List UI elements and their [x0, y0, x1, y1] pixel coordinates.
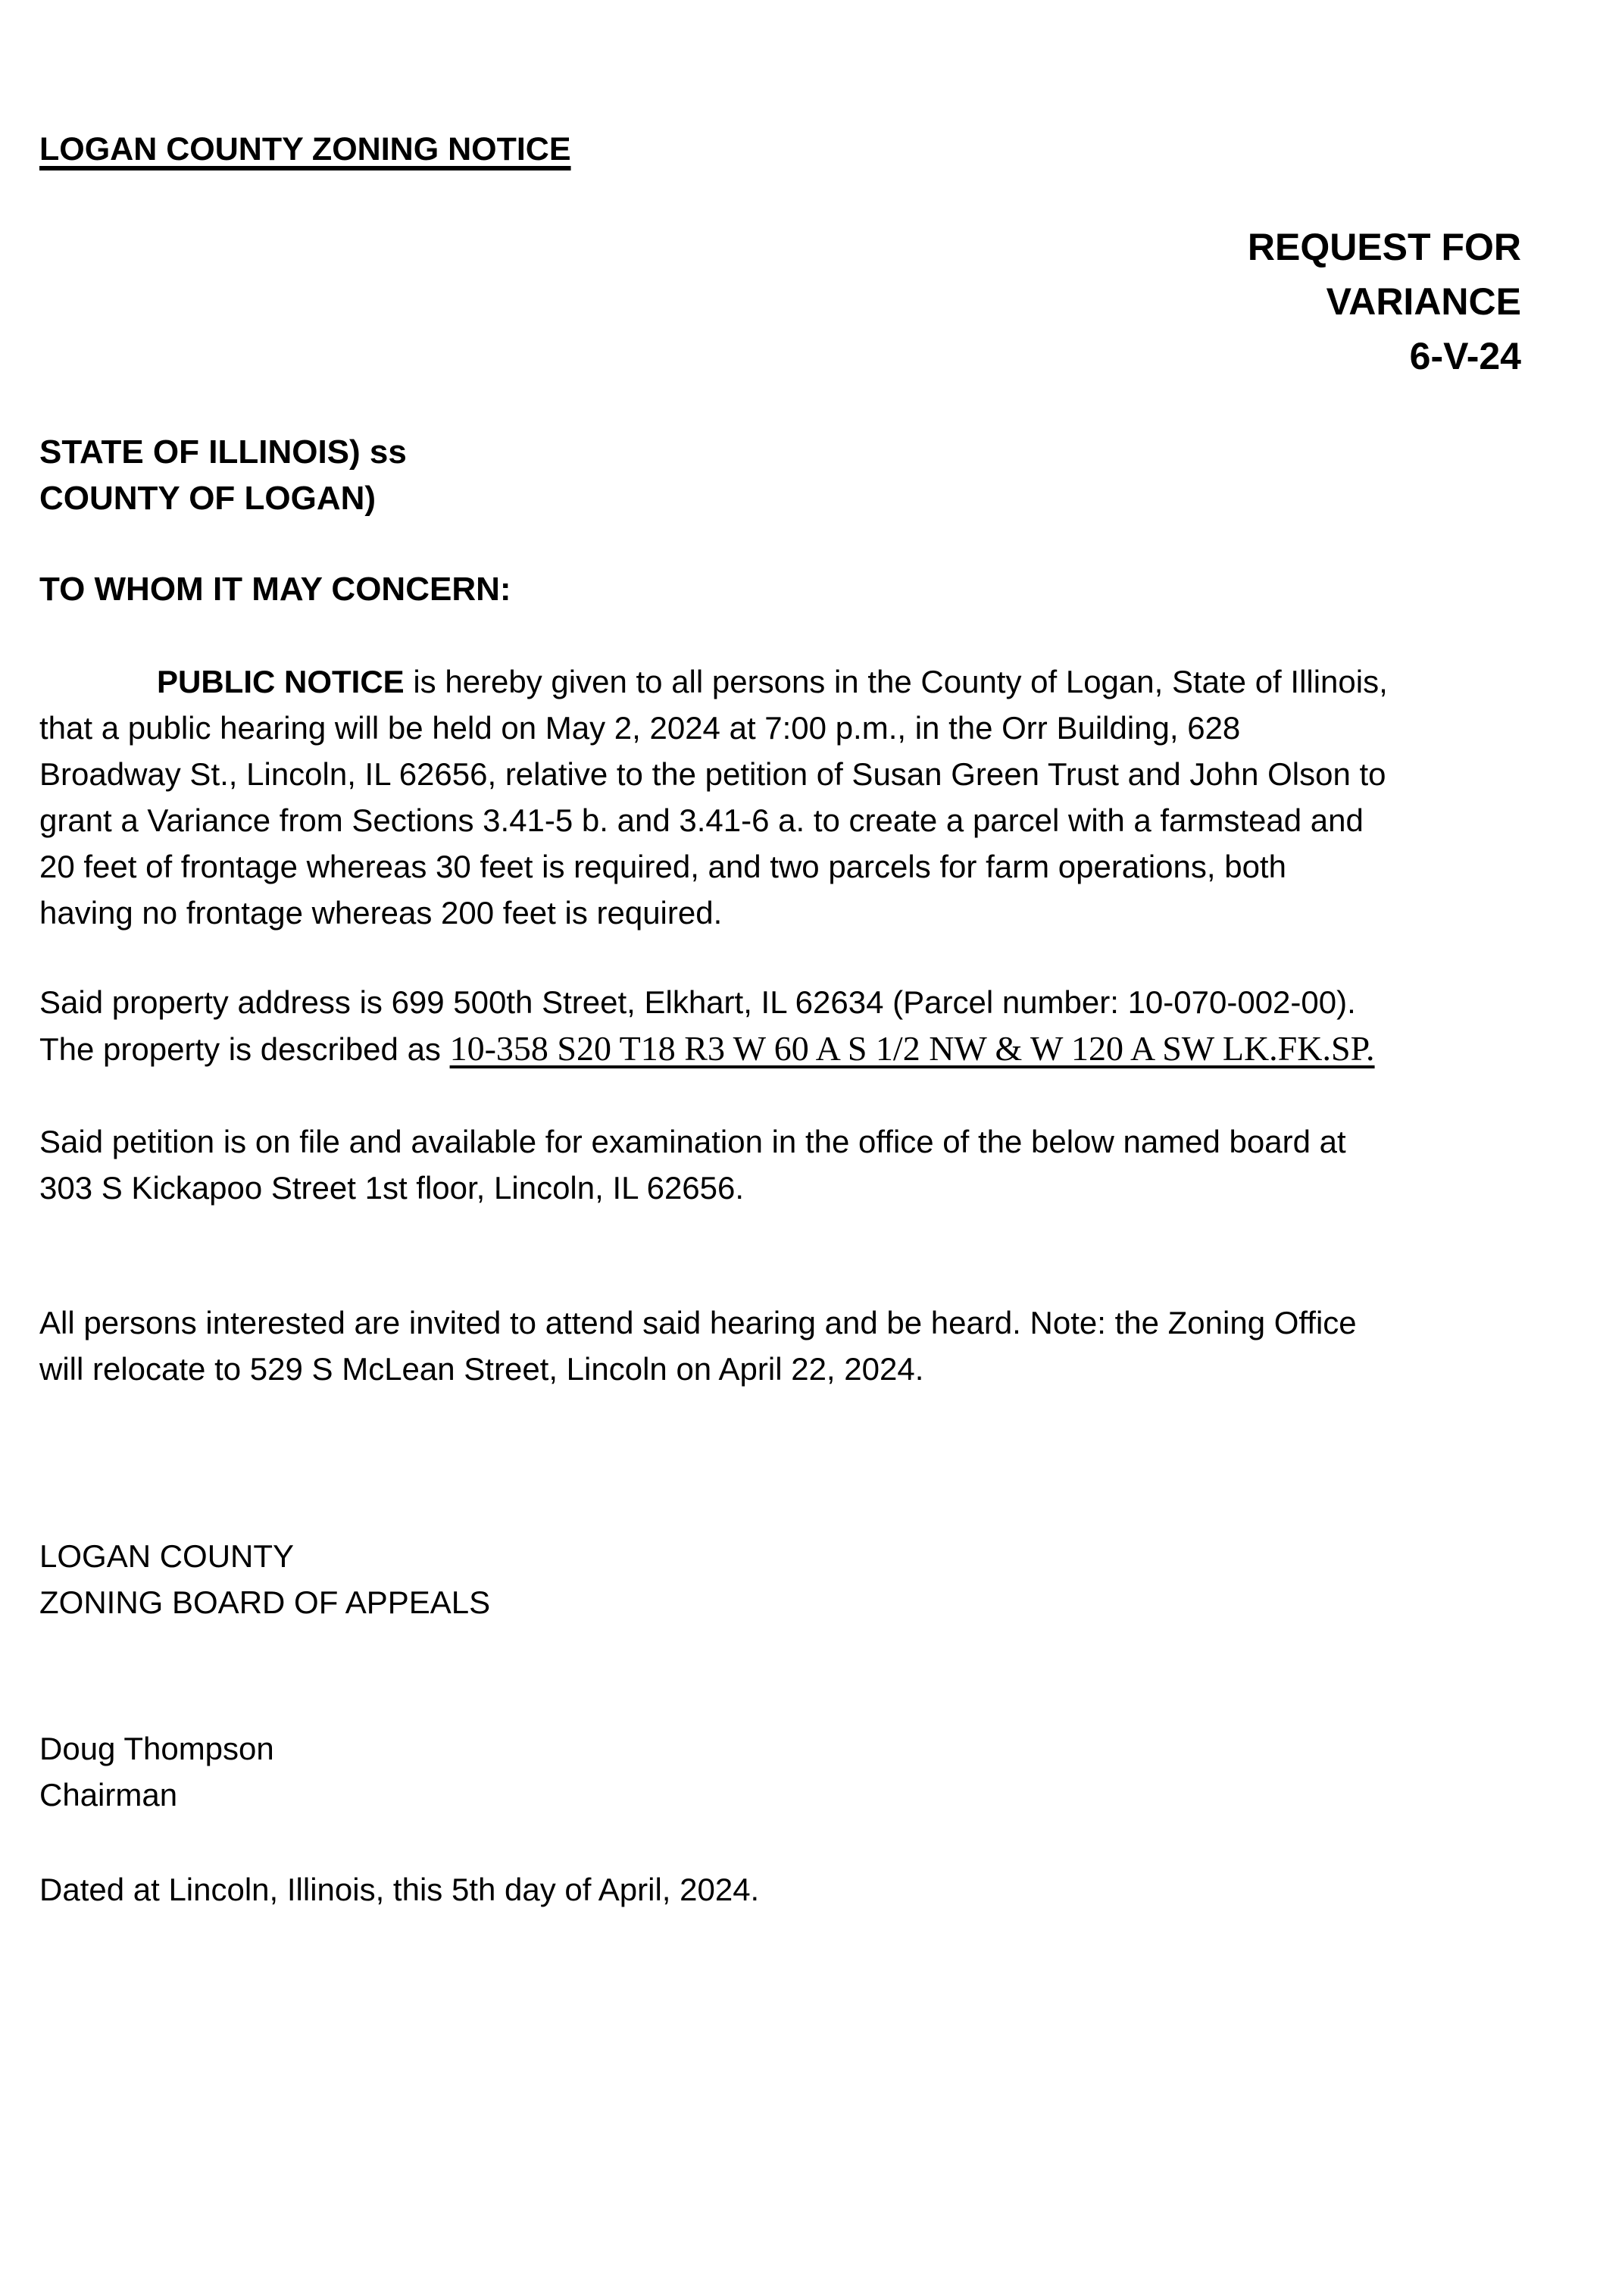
case-number-block — [39, 220, 1521, 383]
public-notice-paragraph — [39, 658, 1521, 936]
board-line-2: ZONING BOARD OF APPEALS — [39, 1584, 491, 1620]
public-notice-lead: PUBLIC NOTICE — [157, 664, 405, 699]
board-line-1: LOGAN COUNTY — [39, 1538, 295, 1574]
notice-line-4: grant a Variance from Sections 3.41-5 b. and 3.41-6 a. to create a parcel with a farmstead and — [39, 802, 1364, 838]
state-line: STATE OF ILLINOIS) ss — [39, 433, 407, 471]
property-description-line — [39, 1025, 1521, 1072]
page-title-text: LOGAN COUNTY ZONING NOTICE — [39, 131, 571, 167]
case-line-number: 6-V-24 — [1409, 335, 1521, 377]
county-line: COUNTY OF LOGAN) — [39, 480, 377, 517]
notice-line-3: Broadway St., Lincoln, IL 62656, relative to the petition of Susan Green Trust and John Olson to — [39, 756, 1386, 792]
notice-line-6: having no frontage whereas 200 feet is required. — [39, 895, 723, 931]
notice-line-5: 20 feet of frontage whereas 30 feet is required, and two parcels for farm operations, both — [39, 849, 1286, 884]
petition-paragraph — [39, 1118, 1521, 1211]
page-title — [39, 127, 1521, 173]
property-address-line: Said property address is 699 500th Street, Elkhart, IL 62634 (Parcel number: 10-070-002-00). — [39, 984, 1356, 1020]
invitation-paragraph — [39, 1300, 1521, 1392]
petition-line-2: 303 S Kickapoo Street 1st floor, Lincoln, IL 62656. — [39, 1170, 745, 1206]
case-line-request-for: REQUEST FOR — [1247, 226, 1521, 268]
invitation-line-2: will relocate to 529 S McLean Street, Lincoln on April 22, 2024. — [39, 1351, 924, 1387]
salutation: TO WHOM IT MAY CONCERN: — [39, 571, 511, 608]
dated-line: Dated at Lincoln, Illinois, this 5th day of April, 2024. — [39, 1872, 760, 1907]
petition-line-1: Said petition is on file and available for examination in the office of the below named board at — [39, 1124, 1346, 1159]
signer-block — [39, 1725, 1521, 1818]
property-paragraph — [39, 979, 1521, 1072]
legal-description: 10-358 S20 T18 R3 W 60 A S 1/2 NW & W 120 A SW LK.FK.SP. — [449, 1029, 1375, 1068]
signer-title: Chairman — [39, 1777, 178, 1813]
jurisdiction-block — [39, 429, 1521, 521]
property-description-lead: The property is described as — [39, 1031, 450, 1067]
signer-name: Doug Thompson — [39, 1731, 274, 1766]
notice-line-2: that a public hearing will be held on May 2, 2024 at 7:00 p.m., in the Orr Building, 628 — [39, 710, 1241, 746]
notice-line-1 — [39, 658, 1521, 705]
case-line-variance: VARIANCE — [1326, 280, 1521, 323]
notice-line-1-rest: is hereby given to all persons in the County of Logan, State of Illinois, — [404, 664, 1388, 699]
invitation-line-1: All persons interested are invited to attend said hearing and be heard. Note: the Zoning Office — [39, 1305, 1357, 1340]
board-block — [39, 1533, 1521, 1625]
